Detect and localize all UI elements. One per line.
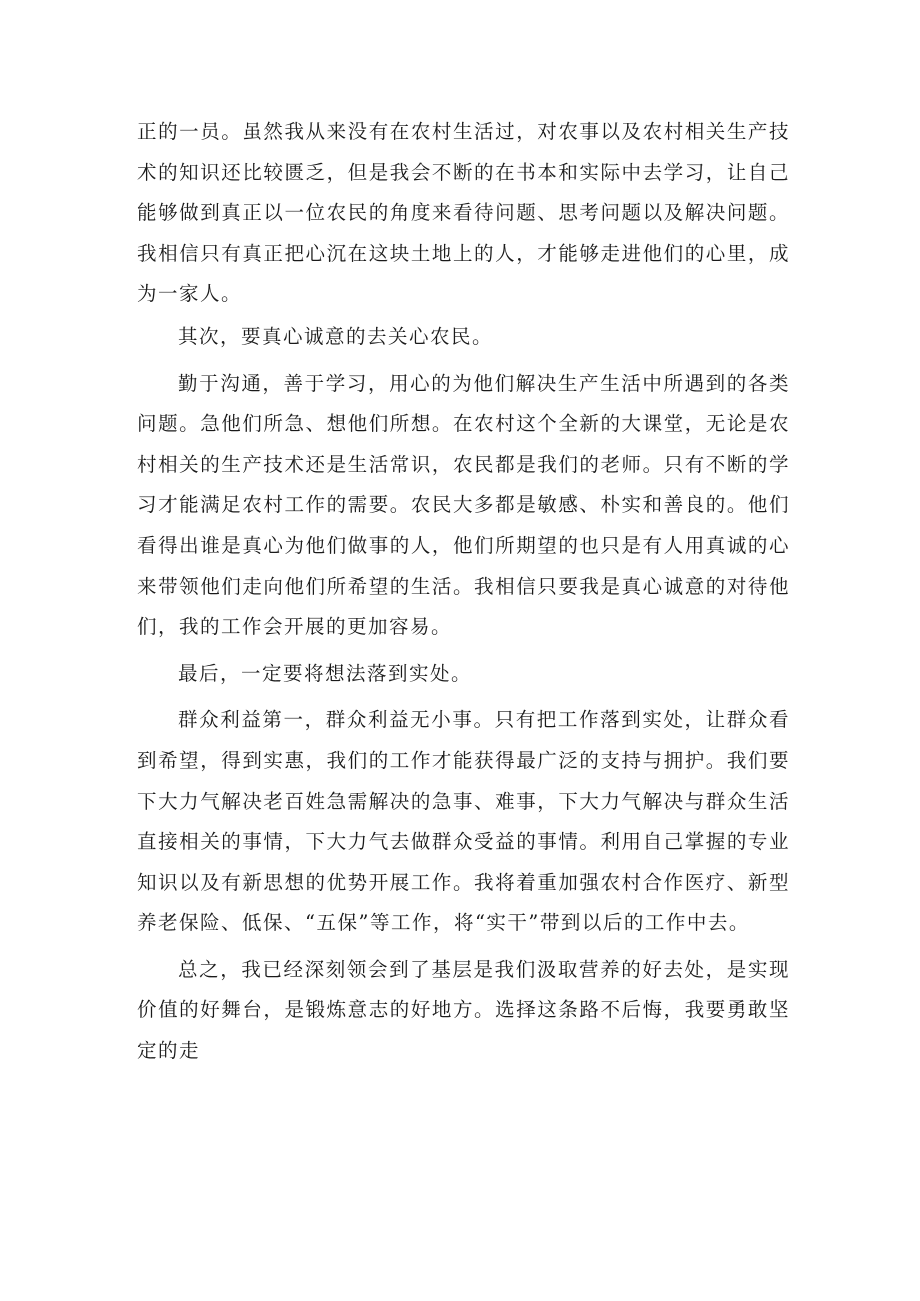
paragraph-conclusion: 总之，我已经深刻领会到了基层是我们汲取营养的好去处，是实现价值的好舞台，是锻炼意志的好地方。选择这条路不后悔，我要勇敢坚定的走 <box>137 957 790 1063</box>
paragraph-continuation: 正的一员。虽然我从来没有在农村生活过，对农事以及农村相关生产技术的知识还比较匮乏，但是我会不断的在书本和实际中去学习，让自己能够做到真正以一位农民的角度来看待问题、思考问题以及解决问题。我相信只有真正把心沉在这块土地上的人，才能够走进他们的心里，成为一家人。 <box>137 120 790 306</box>
paragraph-mass-interest: 群众利益第一，群众利益无小事。只有把工作落到实处，让群众看到希望，得到实惠，我们的工作才能获得最广泛的支持与拥护。我们要下大力气解决老百姓急需解决的急事、难事，下大力气解决与群众生活直接相关的事情，下大力气去做群众受益的事情。利用自己掌握的专业知识以及有新思想的优势开展工作。我将着重加强农村合作医疗、新型养老保险、低保、“五保”等工作，将“实干”带到以后的工作中去。 <box>137 708 790 935</box>
paragraph-communication: 勤于沟通，善于学习，用心的为他们解决生产生活中所遇到的各类问题。急他们所急、想他们所想。在农村这个全新的大课堂，无论是农村相关的生产技术还是生活常识，农民都是我们的老师。只有不断的学习才能满足农村工作的需要。农民大多都是敏感、朴实和善良的。他们看得出谁是真心为他们做事的人，他们所期望的也只是有人用真诚的心来带领他们走向他们所希望的生活。我相信只要我是真心诚意的对待他们，我的工作会开展的更加容易。 <box>137 371 790 639</box>
document-body <box>137 112 790 1072</box>
paragraph-heading-second: 其次，要真心诚意的去关心农民。 <box>178 324 494 348</box>
paragraph-heading-last: 最后，一定要将想法落到实处。 <box>178 661 473 685</box>
